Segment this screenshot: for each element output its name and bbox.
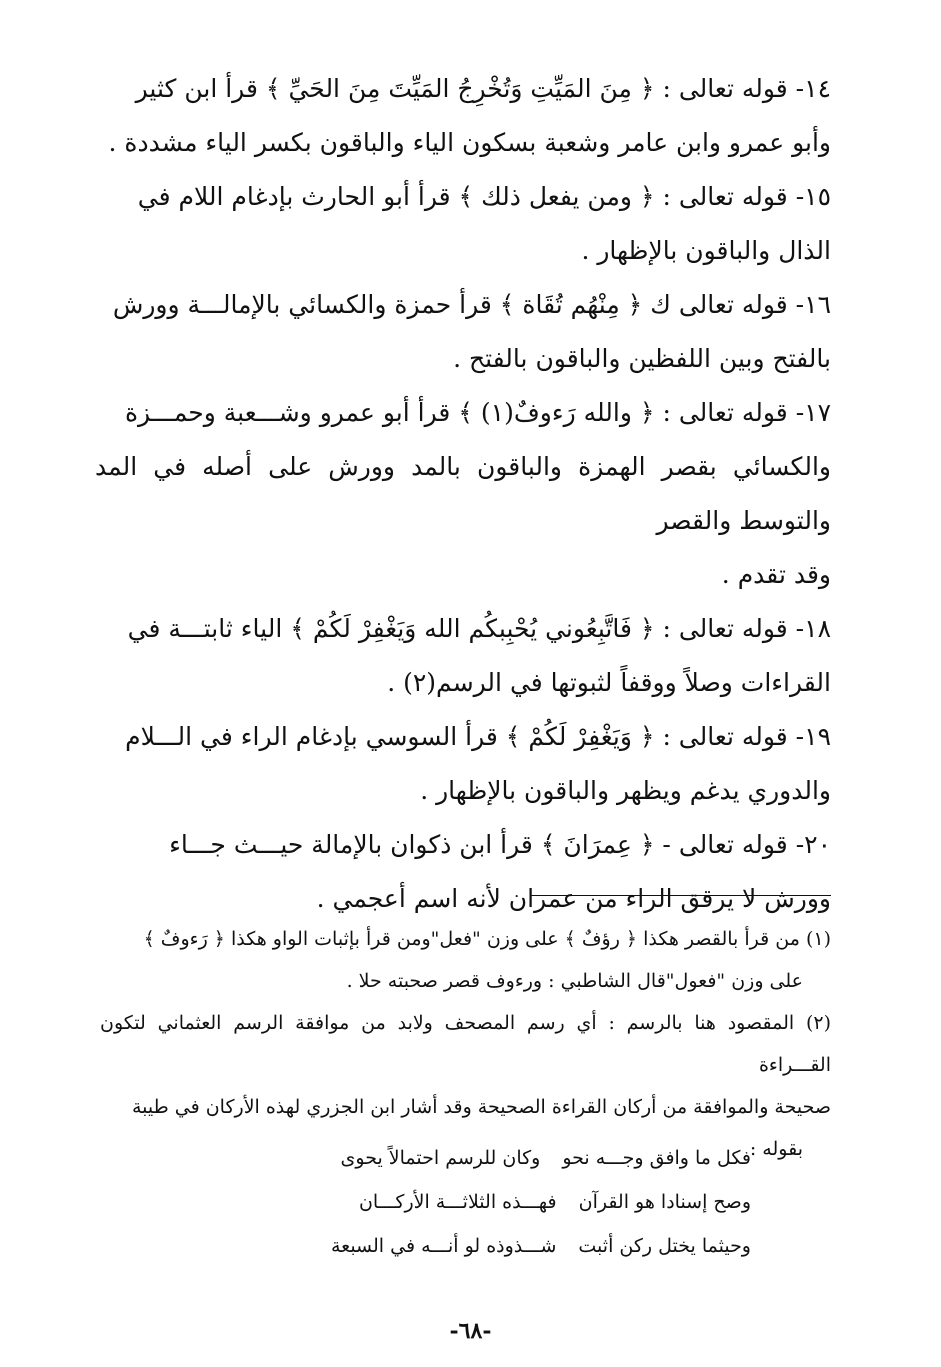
- paragraph-line: القراءات وصلاً ووقفاً لثبوتها في الرسم(٢) .: [387, 668, 831, 697]
- paragraph-line: ١٨- قوله تعالى : ﴿ فَاتَّبِعُوني يُحْبِبكُم الله وَيَغْفِرْ لَكُمْ ﴾ الياء ثابتـــة في: [127, 614, 831, 643]
- paragraph-line: ٢٠- قوله تعالى - ﴿ عِمرَانَ ﴾ قرأ ابن ذكوان بالإمالة حيـــث جـــاء: [169, 830, 831, 859]
- verse-second-hemistich: فهـــذه الثلاثـــة الأركـــان: [358, 1191, 557, 1213]
- paragraph-20: [95, 818, 831, 926]
- paragraph-line: وورش لا يرقق الراء من عمران لأنه اسم أعجمي .: [316, 884, 831, 913]
- verse-line: [321, 1136, 751, 1180]
- paragraph-line: والكسائي بقصر الهمزة والباقون بالمد وورش على أصله في المد والتوسط والقصر: [95, 452, 831, 535]
- verse-first-hemistich: وصح إسنادا هو القرآن: [578, 1191, 751, 1213]
- footnote-line: (١) من قرأ بالقصر هكذا ﴿ رؤفٌ ﴾ على وزن "فعل"ومن قرأ بإثبات الواو هكذا ﴿ رَءوفٌ ﴾: [143, 928, 831, 950]
- verse-second-hemistich: شـــذوذه لو أنـــه في السبعة: [330, 1235, 557, 1257]
- verse-first-hemistich: وحيثما يختل ركن أثبت: [578, 1235, 751, 1257]
- poem-verses: [321, 1136, 751, 1268]
- verse-line: [321, 1224, 751, 1268]
- verse-line: [321, 1180, 751, 1224]
- footnote-line: (٢) المقصود هنا بالرسم : أي رسم المصحف ولابد من موافقة الرسم العثماني لتكون القـــراءة: [100, 1012, 831, 1076]
- footnote-line: على وزن "فعول"قال الشاطبي : ورءوف قصر صحبته حلا .: [346, 970, 803, 992]
- paragraph-line: ١٧- قوله تعالى : ﴿ والله رَءوفٌ(١) ﴾ قرأ أبو عمرو وشـــعبة وحمـــزة: [124, 398, 831, 427]
- footnote-line: صحيحة والموافقة من أركان القراءة الصحيحة وقد أشار ابن الجزري لهذه الأركان في طيبة: [131, 1096, 831, 1118]
- verse-second-hemistich: وكان للرسم احتمالاً يحوى: [340, 1147, 541, 1169]
- paragraph-line: والدوري يدغم ويظهر والباقون بالإظهار .: [420, 776, 831, 805]
- paragraph-line: وقد تقدم .: [721, 560, 831, 589]
- paragraph-17: [95, 386, 831, 602]
- paragraph-line: ١٥- قوله تعالى : ﴿ ومن يفعل ذلك ﴾ قرأ أبو الحارث بإدغام اللام في: [137, 182, 831, 211]
- main-text: [95, 62, 831, 926]
- footnote-line: بقوله :: [749, 1138, 803, 1160]
- page-number: -٦٨-: [449, 1318, 492, 1344]
- paragraph-line: ١٤- قوله تعالى : ﴿ مِنَ المَيِّتِ وَتُخْرِجُ المَيِّتَ مِنَ الحَيِّ ﴾ قرأ ابن كثير: [135, 74, 831, 103]
- footnotes: [100, 918, 831, 1170]
- paragraph-line: وأبو عمرو وابن عامر وشعبة بسكون الياء والباقون بكسر الياء مشددة .: [108, 128, 831, 157]
- footnote-separator: [531, 895, 831, 896]
- paragraph-line: بالفتح وبين اللفظين والباقون بالفتح .: [453, 344, 831, 373]
- footnote-1: [100, 918, 831, 1002]
- paragraph-16: [95, 278, 831, 386]
- paragraph-19: [95, 710, 831, 818]
- paragraph-15: [95, 170, 831, 278]
- paragraph-line: ١٩- قوله تعالى : ﴿ وَيَغْفِرْ لَكُمْ ﴾ قرأ السوسي بإدغام الراء في الـــلام: [125, 722, 831, 751]
- paragraph-line: الذال والباقون بالإظهار .: [581, 236, 831, 265]
- paragraph-14: [95, 62, 831, 170]
- paragraph-18: [95, 602, 831, 710]
- paragraph-line: ١٦- قوله تعالى ك ﴿ مِنْهُم تُقَاة ﴾ قرأ حمزة والكسائي بالإمالـــة وورش: [112, 290, 831, 319]
- verse-first-hemistich: فكل ما وافق وجـــه نحو: [562, 1147, 751, 1169]
